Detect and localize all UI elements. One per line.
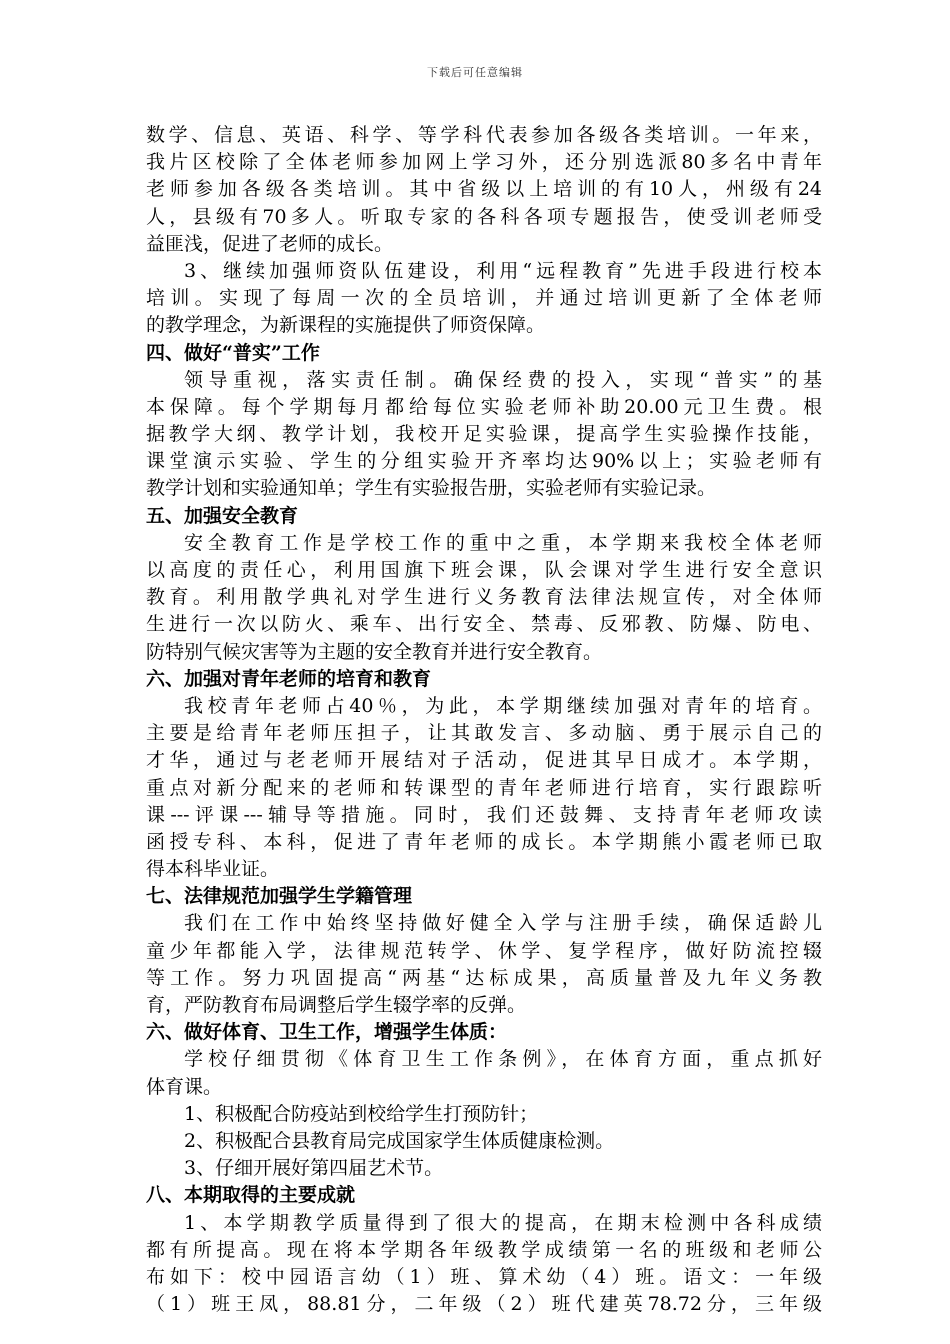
paragraph-line: 得本科毕业证。: [146, 858, 280, 881]
paragraph-line: 我们在工作中始终坚持做好健全入学与注册手续，确保适龄儿: [184, 912, 822, 935]
paragraph-line: 重点对新分配来的老师和转课型的青年老师进行培育，实行跟踪听: [146, 776, 822, 799]
paragraph-line: 主要是给青年老师压担子，让其敢发言、多动脑、勇于展示自己的: [146, 722, 822, 745]
paragraph-line: 教学计划和实验通知单；学生有实验报告册，实验老师有实验记录。: [146, 477, 717, 500]
paragraph-line: 2、积极配合县教育局完成国家学生体质健康检测。: [184, 1129, 615, 1152]
paragraph-line: 教育。利用散学典礼对学生进行义务教育法律法规宣传，对全体师: [146, 586, 822, 609]
paragraph-line: 益匪浅，促进了老师的成长。: [146, 232, 394, 255]
paragraph-line: 等工作。努力巩固提高“两基“达标成果，高质量普及九年义务教: [146, 966, 822, 989]
section-heading: 八、本期取得的主要成就: [146, 1184, 356, 1207]
paragraph-line: 课堂演示实验、学生的分组实验开齐率均达90%以上；实验老师有: [146, 450, 822, 473]
paragraph-line: 安全教育工作是学校工作的重中之重，本学期来我校全体老师: [184, 531, 822, 554]
section-heading: 四、做好“普实”工作: [146, 341, 320, 364]
paragraph-line: 1、积极配合防疫站到校给学生打预防针；: [184, 1102, 539, 1125]
paragraph-line: 1、本学期教学质量得到了很大的提高，在期末检测中各科成绩: [184, 1211, 822, 1234]
header-watermark: 下载后可任意编辑: [427, 66, 523, 79]
paragraph-line: 防特别气候灾害等为主题的安全教育并进行安全教育。: [146, 640, 603, 663]
paragraph-line: 生进行一次以防火、乘车、出行安全、禁毒、反邪教、防爆、防电、: [146, 613, 822, 636]
paragraph-line: 3、继续加强师资队伍建设，利用“远程教育”先进手段进行校本: [184, 259, 822, 282]
paragraph-line: 领导重视，落实责任制。确保经费的投入，实现“普实”的基: [184, 368, 822, 391]
paragraph-line: 体育课。: [146, 1075, 223, 1098]
paragraph-line: 才华，通过与老老师开展结对子活动，促进其早日成才。本学期，: [146, 749, 822, 772]
paragraph-line: 据教学大纲、教学计划，我校开足实验课，提高学生实验操作技能，: [146, 423, 822, 446]
paragraph-line: 育，严防教育布局调整后学生辍学率的反弹。: [146, 994, 527, 1016]
paragraph-line: 培训。实现了每周一次的全员培训，并通过培训更新了全体老师: [146, 287, 822, 310]
paragraph-line: 人，县级有70多人。听取专家的各科各项专题报告，使受训老师受: [146, 205, 822, 228]
paragraph-line: 学校仔细贯彻《体育卫生工作条例》，在体育方面，重点抓好: [184, 1048, 822, 1071]
paragraph-line: 函授专科、本科，促进了青年老师的成长。本学期熊小霞老师已取: [146, 830, 822, 853]
paragraph-line: （1）班王凤，88.81分，二年级（2）班代建英78.72分，三年级: [146, 1293, 822, 1316]
paragraph-line: 我片区校除了全体老师参加网上学习外，还分别选派80多名中青年: [146, 151, 822, 174]
section-heading: 七、法律规范加强学生学籍管理: [146, 885, 413, 908]
paragraph-line: 我校青年老师占40％，为此，本学期继续加强对青年的培育。: [184, 694, 822, 717]
document-body: [146, 122, 822, 1318]
paragraph-line: 以高度的责任心，利用国旗下班会课，队会课对学生进行安全意识: [146, 559, 822, 581]
paragraph-line: 老师参加各级各类培训。其中省级以上培训的有10人，州级有24: [146, 178, 822, 201]
paragraph-line: 课---评课---辅导等措施。同时，我们还鼓舞、支持青年老师攻读: [146, 803, 822, 826]
paragraph-line: 童少年都能入学，法律规范转学、休学、复学程序，做好防流控辍: [146, 939, 822, 962]
section-heading: 五、加强安全教育: [146, 504, 299, 527]
paragraph-line: 布如下：校中园语言幼（1）班、算术幼（4）班。语文：一年级: [146, 1265, 822, 1288]
section-heading: 六、加强对青年老师的培育和教育: [146, 667, 432, 690]
section-heading: 六、做好体育、卫生工作，增强学生体质：: [146, 1021, 508, 1044]
paragraph-line: 都有所提高。现在将本学期各年级教学成绩第一名的班级和老师公: [146, 1238, 822, 1261]
paragraph-line: 的教学理念，为新课程的实施提供了师资保障。: [146, 314, 546, 337]
paragraph-line: 3、仔细开展好第四届艺术节。: [184, 1157, 444, 1180]
paragraph-line: 本保障。每个学期每月都给每位实验老师补助20.00元卫生费。根: [146, 395, 822, 418]
paragraph-line: 数学、信息、英语、科学、等学科代表参加各级各类培训。一年来，: [146, 124, 822, 146]
